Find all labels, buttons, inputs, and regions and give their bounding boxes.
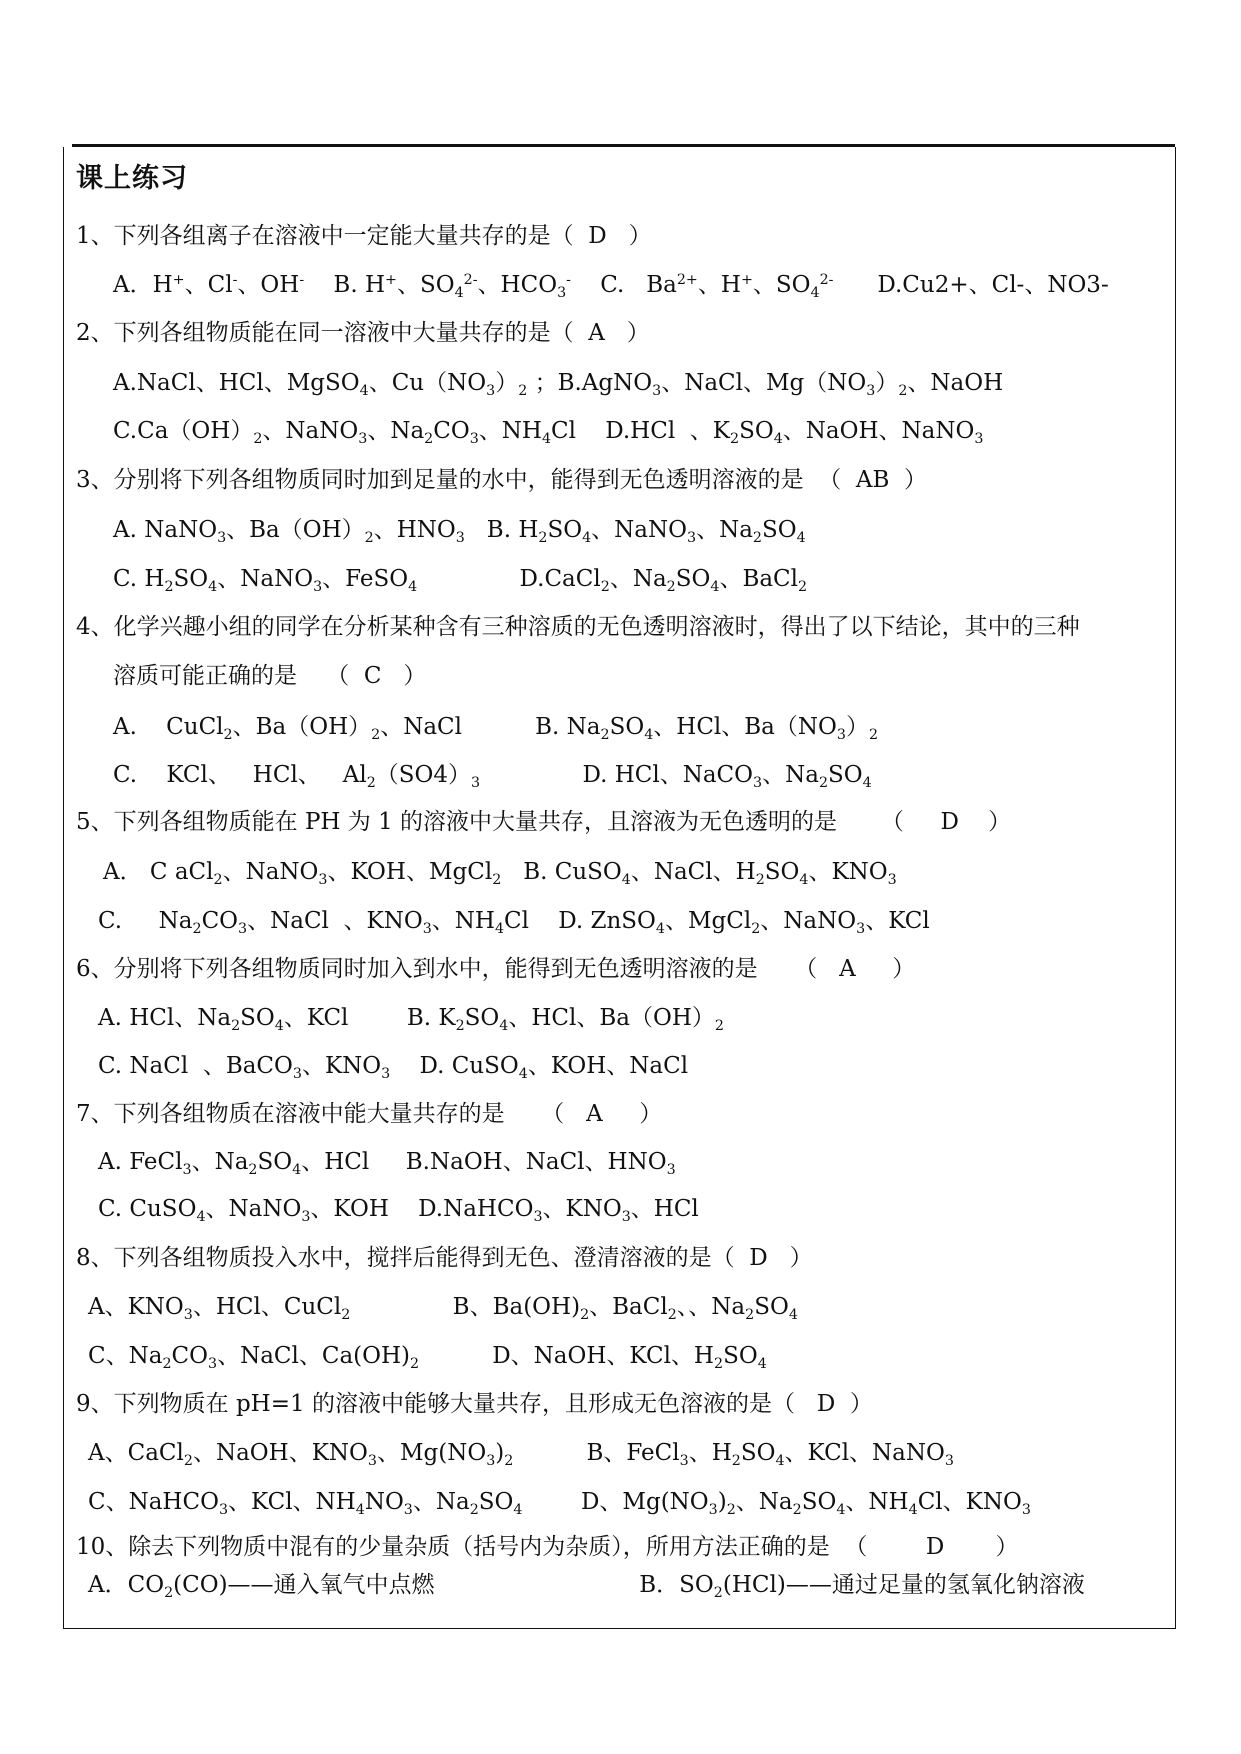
exercise-line-18: C. NaCl 、BaCO$_3$、$KNO_3$ D. CuSO$_4$、KOH、NaCl xyxy=(98,1053,689,1082)
exercise-line-5: $C.Ca(OH)_2$、NaNO$_3$、$Na_2CO_3$、$NH_4Cl$ D.HCl 、$K_2SO_4$、NaOH、NaNO$_3$ xyxy=(113,418,984,447)
exercise-line-21: C. CuSO$_4$、NaNO$_3$、KOH D.NaHCO$_3$、$KNO_3$、HCl xyxy=(98,1196,699,1225)
exercise-line-11: A. CuCl$_2$、$Ba(OH)_2$、NaCl B. $Na_2SO_4$、HCl、$Ba(NO_3)_2$ xyxy=(113,714,879,743)
exercise-line-8: C. $H_2SO_4$、NaNO$_3$、FeSO$_4$ D.CaCl$_2$、$Na_2SO_4$、BaCl$_2$ xyxy=(113,566,808,595)
exercise-line-3: 2、下列各组物质能在同一溶液中大量共存的是（ A ） xyxy=(76,320,650,346)
exercise-line-13: 5、下列各组物质能在 PH 为 1 的溶液中大量共存，且溶液为无色透明的是 （ D ） xyxy=(76,809,1012,835)
exercise-line-15: C. $Na_2CO_3$、NaCl 、$KNO_3$、$NH_4Cl$ D. ZnSO$_4$、MgCl$_2$、NaNO$_3$、KCl xyxy=(98,908,930,937)
exercise-line-12: C. KCl、 HCl、 $Al_2(SO4)_3$ D. HCl、NaCO$_3$、$Na_2SO_4$ xyxy=(113,762,872,791)
exercise-line-23: A、$KNO_3$、HCl、CuCl$_2$ B、$Ba(OH)_2$、BaCl$_2$、、$Na_2SO_4$ xyxy=(88,1294,798,1323)
exercise-line-17: A. HCl、$Na_2SO_4$、KCl B. $K_2SO_4$、HCl、$Ba(OH)_2$ xyxy=(98,1005,724,1034)
section-title: 课上练习 xyxy=(76,163,188,194)
exercise-line-26: A、CaCl$_2$、NaOH、$KNO_3$、$Mg(NO_3)_2$ B、FeCl$_3$、$H_2SO_4$、KCl、NaNO$_3$ xyxy=(88,1440,954,1469)
exercise-line-6: 3、分别将下列各组物质同时加到足量的水中，能得到无色透明溶液的是 （ AB ） xyxy=(76,467,928,493)
exercise-line-16: 6、分别将下列各组物质同时加入到水中，能得到无色透明溶液的是 （ A ） xyxy=(76,956,916,982)
exercise-line-2: A．H+、Cl-、OH- B. H+、$SO_4^{2-}$、$HCO_3^-$ C. $Ba^{2+}$、H+、$SO_4^{2-}$ D.Cu2+、Cl-、NO3- xyxy=(113,272,1109,301)
exercise-line-1: 1、下列各组离子在溶液中一定能大量共存的是（ D ） xyxy=(76,223,652,249)
exercise-line-29: A．$CO_2(CO)——$通入氧气中点燃 B．$SO_2(HCl)——$通过足量的氢氧化钠溶液 xyxy=(88,1572,1085,1601)
exercise-line-25: 9、下列物质在 pH=1 的溶液中能够大量共存，且形成无色溶液的是（ D ） xyxy=(76,1391,873,1417)
exercise-line-20: A. FeCl$_3$、$Na_2SO_4$、HCl B.NaOH、NaCl、$HNO_3$ xyxy=(98,1149,676,1178)
exercise-line-4: A.NaCl、HCl、MgSO$_4$、$Cu(NO_3)_2$ ；B.AgNO$_3$、NaCl、$Mg(NO_3)_2$、NaOH xyxy=(113,370,1004,399)
exercise-line-14: A． C aCl$_2$、NaNO$_3$、KOH、MgCl$_2$ B. CuSO$_4$、NaCl、$H_2SO_4$、$KNO_3$ xyxy=(103,859,897,888)
exercise-line-10: 溶质可能正确的是 （ C ） xyxy=(113,663,427,689)
exercise-line-7: A. NaNO$_3$、$Ba(OH)_2$、$HNO_3$ B. $H_2SO_4$、NaNO$_3$、$Na_2SO_4$ xyxy=(113,517,806,546)
exercise-line-28: 10、除去下列物质中混有的少量杂质（括号内为杂质），所用方法正确的是 （ D ） xyxy=(76,1534,1019,1560)
exercise-line-24: C、$Na_2CO_3$、NaCl、$Ca(OH)_2$ D、NaOH、KCl、$H_2SO_4$ xyxy=(88,1343,767,1372)
exercise-line-9: 4、化学兴趣小组的同学在分析某种含有三种溶质的无色透明溶液时，得出了以下结论，其中的三种 xyxy=(76,614,1080,640)
exercise-line-27: C、NaHCO$_3$、KCl、$NH_4NO_3$、$Na_2SO_4$ D、$Mg(NO_3)_2$、$Na_2SO_4$、$NH_4Cl$、$KNO_3$ xyxy=(88,1489,1031,1518)
exercise-line-22: 8、下列各组物质投入水中，搅拌后能得到无色、澄清溶液的是（ D ） xyxy=(76,1245,813,1271)
exercise-line-19: 7、下列各组物质在溶液中能大量共存的是 （ A ） xyxy=(76,1101,663,1127)
